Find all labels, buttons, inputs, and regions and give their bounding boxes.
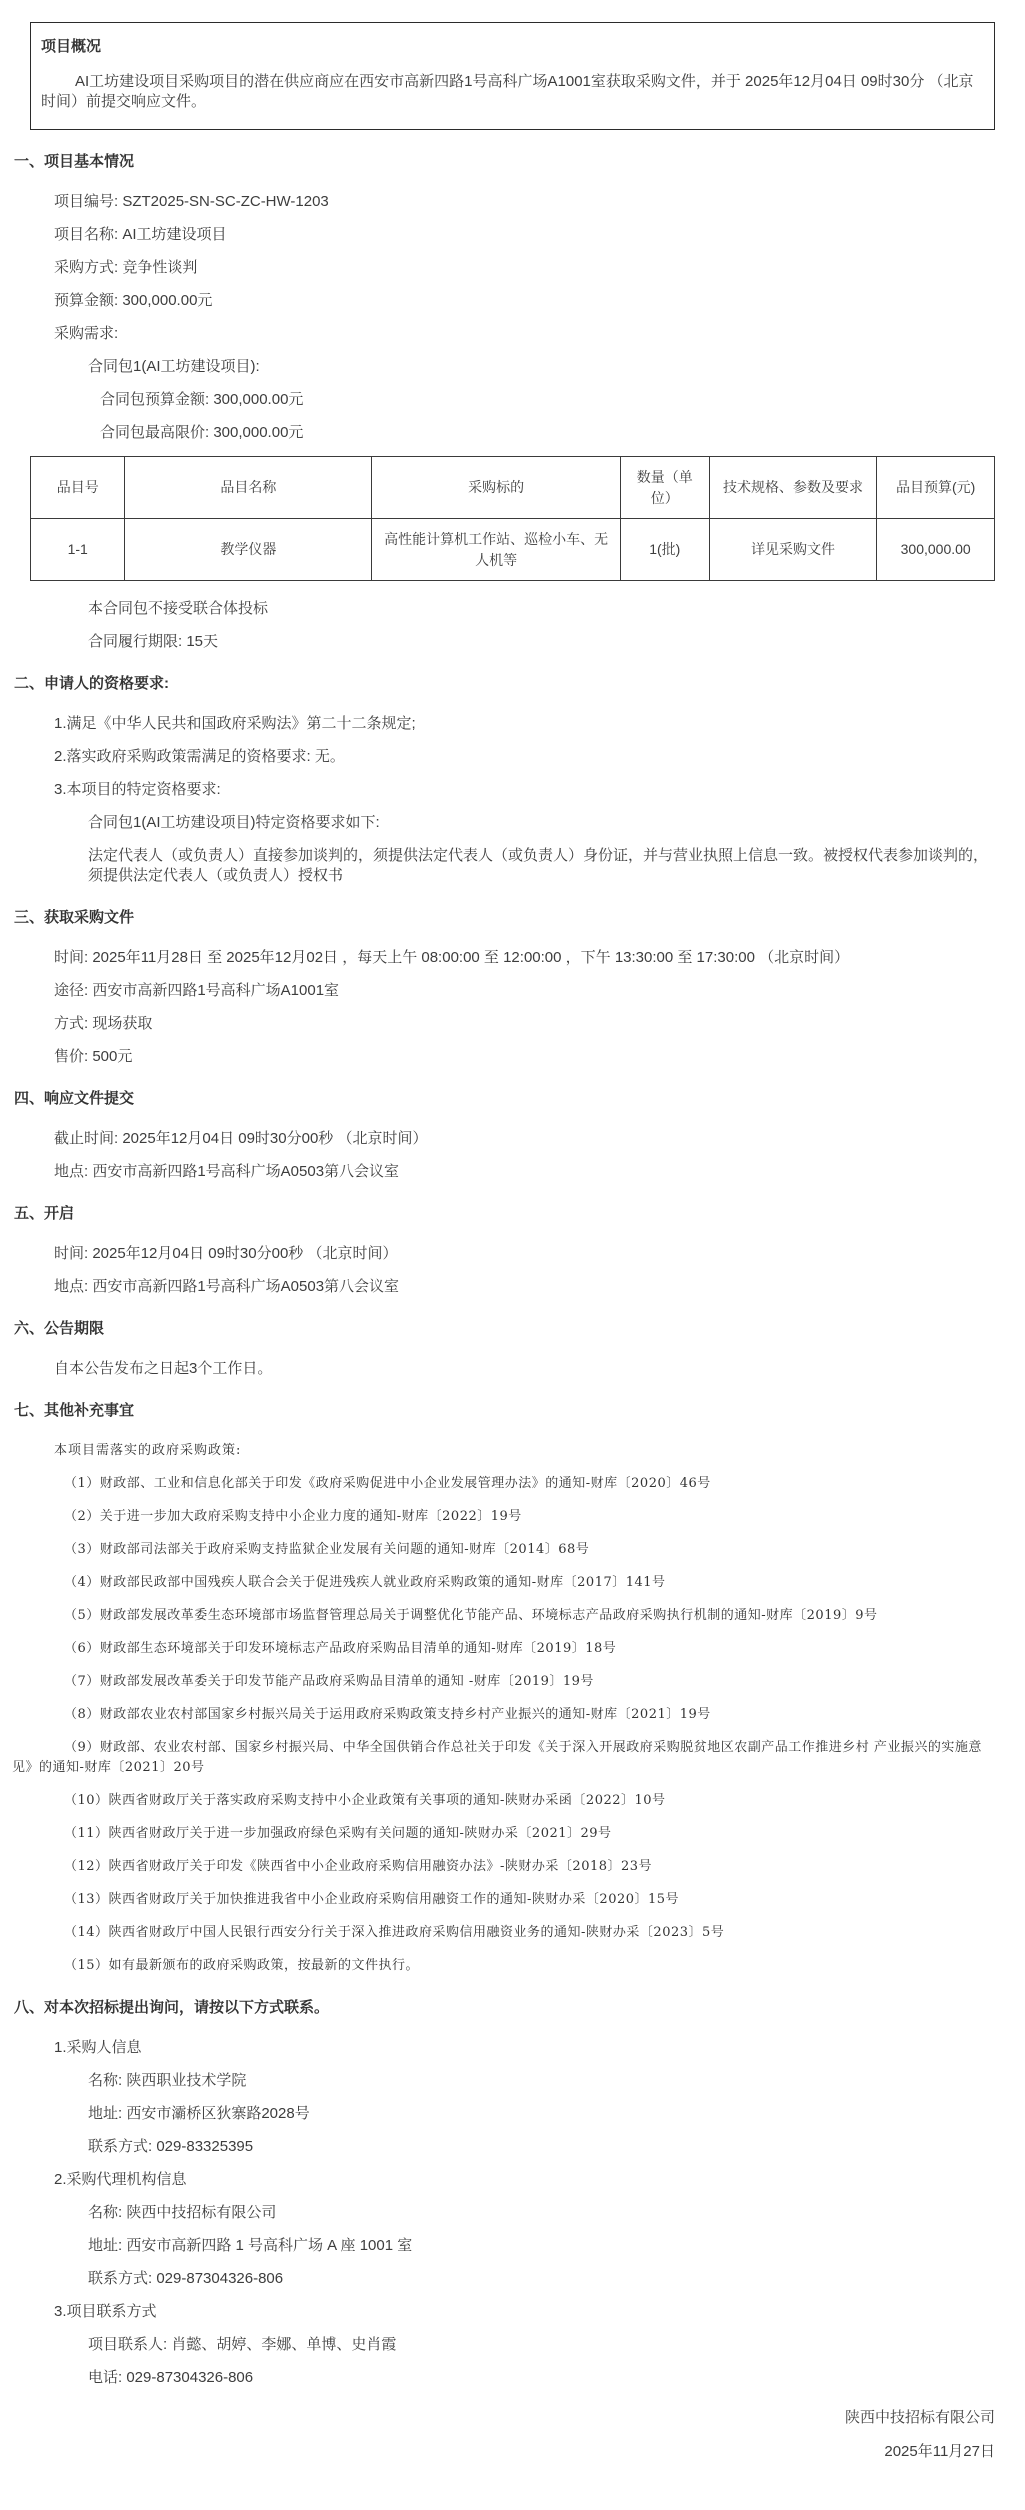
contract-duration-line: 合同履行期限: 15天 xyxy=(88,633,219,650)
overview-body: AI工坊建设项目采购项目的潜在供应商应在西安市高新四路1号高科广场A1001室获取采购文件，并于 2025年12月04日 09时30分 （北京时间）前提交响应文件。 xyxy=(41,73,974,110)
agency-name-line: 名称: 陕西中技招标有限公司 xyxy=(88,2204,277,2221)
project-contact-phone-line: 电话: 029-87304326-806 xyxy=(88,2369,254,2386)
section1-heading: 一、项目基本情况 xyxy=(14,153,135,170)
section7-heading: 七、其他补充事宜 xyxy=(14,1402,135,1419)
project-contact-person-line: 项目联系人: 肖懿、胡婷、李娜、单博、史肖霞 xyxy=(88,2336,397,2353)
signature-date: 2025年11月27日 xyxy=(884,2443,995,2460)
document-time-line: 时间: 2025年11月28日 至 2025年12月02日 ，每天上午 08:00:00 至 12:00:00 ，下午 13:30:00 至 17:30:00 （北京时间） xyxy=(54,949,850,966)
no-consortium-line: 本合同包不接受联合体投标 xyxy=(88,600,269,617)
project-number-line: 项目编号: SZT2025-SN-SC-ZC-HW-1203 xyxy=(54,193,329,210)
qualification-item1: 1.满足《中华人民共和国政府采购法》第二十二条规定; xyxy=(54,715,416,732)
policy-item: （14）陕西省财政厅中国人民银行西安分行关于深入推进政府采购信用融资业务的通知-陕财办采〔2023〕5号 xyxy=(64,1925,725,1940)
policy-item: （3）财政部司法部关于政府采购支持监狱企业发展有关问题的通知-财库〔2014〕68号 xyxy=(64,1542,590,1557)
section6-heading: 六、公告期限 xyxy=(14,1320,105,1337)
agency-info-title: 2.采购代理机构信息 xyxy=(54,2171,187,2188)
project-name-line: 项目名称: AI工坊建设项目 xyxy=(54,226,227,243)
project-contact-title: 3.项目联系方式 xyxy=(54,2303,157,2320)
section5-heading: 五、开启 xyxy=(14,1205,75,1222)
policy-item: （7）财政部发展改革委关于印发节能产品政府采购品目清单的通知 -财库〔2019〕19号 xyxy=(64,1674,594,1689)
col-header-item-no: 品目号 xyxy=(31,457,125,519)
table-row xyxy=(31,519,995,581)
policy-item: （9）财政部、农业农村部、国家乡村振兴局、中华全国供销合作总社关于印发《关于深入开展政府采购脱贫地区农副产品工作推进乡村 产业振兴的实施意见》的通知-财库〔2021〕20号 xyxy=(12,1740,982,1775)
submission-deadline-line: 截止时间: 2025年12月04日 09时30分00秒 （北京时间） xyxy=(54,1130,428,1147)
buyer-contact-line: 联系方式: 029-83325395 xyxy=(88,2138,254,2155)
col-header-quantity: 数量（单位） xyxy=(620,457,709,519)
qualification-item2: 2.落实政府采购政策需满足的资格要求: 无。 xyxy=(54,748,345,765)
section3-heading: 三、获取采购文件 xyxy=(14,909,135,926)
col-header-item-name: 品目名称 xyxy=(125,457,372,519)
submission-place-line: 地点: 西安市高新四路1号高科广场A0503第八会议室 xyxy=(54,1163,400,1180)
signature-block xyxy=(12,2408,995,2462)
policy-item: （4）财政部民政部中国残疾人联合会关于促进残疾人就业政府采购政策的通知-财库〔2017〕141号 xyxy=(64,1575,666,1590)
document-way-line: 途径: 西安市高新四路1号高科广场A1001室 xyxy=(54,982,340,999)
agency-address-line: 地址: 西安市高新四路 1 号高科广场 A 座 1001 室 xyxy=(88,2237,413,2254)
policy-item: （10）陕西省财政厅关于落实政府采购支持中小企业政策有关事项的通知-陕财办采函〔2022〕10号 xyxy=(64,1793,666,1808)
procurement-method-line: 采购方式: 竞争性谈判 xyxy=(54,259,198,276)
section8-heading: 八、对本次招标提出询问，请按以下方式联系。 xyxy=(14,1999,330,2016)
section2-heading: 二、申请人的资格要求: xyxy=(14,675,169,692)
overview-title: 项目概况 xyxy=(41,38,102,55)
policy-intro-line: 本项目需落实的政府采购政策: xyxy=(54,1443,242,1458)
col-header-subject: 采购标的 xyxy=(372,457,621,519)
policy-item: （2）关于进一步加大政府采购支持中小企业力度的通知-财库〔2022〕19号 xyxy=(64,1509,522,1524)
table-header-row xyxy=(31,457,995,519)
budget-line: 预算金额: 300,000.00元 xyxy=(54,292,213,309)
package-requirement-line: 合同包1(AI工坊建设项目)特定资格要求如下: xyxy=(88,814,380,831)
policy-item: （15）如有最新颁布的政府采购政策，按最新的文件执行。 xyxy=(64,1958,420,1973)
cell-item-no: 1-1 xyxy=(31,519,125,581)
buyer-address-line: 地址: 西安市灞桥区狄寨路2028号 xyxy=(88,2105,310,2122)
signature-company: 陕西中技招标有限公司 xyxy=(844,2409,995,2426)
agency-contact-line: 联系方式: 029-87304326-806 xyxy=(88,2270,284,2287)
cell-item-name: 教学仪器 xyxy=(125,519,372,581)
policy-item: （12）陕西省财政厅关于印发《陕西省中小企业政府采购信用融资办法》-陕财办采〔2018〕23号 xyxy=(64,1859,653,1874)
package-line: 合同包1(AI工坊建设项目): xyxy=(88,358,260,375)
buyer-name-line: 名称: 陕西职业技术学院 xyxy=(88,2072,247,2089)
representative-requirement-line: 法定代表人（或负责人）直接参加谈判的，须提供法定代表人（或负责人）身份证，并与营业执照上信息一致。被授权代表参加谈判的，须提供法定代表人（或负责人）授权书 xyxy=(88,847,989,884)
policy-item: （11）陕西省财政厅关于进一步加强政府绿色采购有关问题的通知-陕财办采〔2021〕29号 xyxy=(64,1826,612,1841)
document-price-line: 售价: 500元 xyxy=(54,1048,133,1065)
document-method-line: 方式: 现场获取 xyxy=(54,1015,153,1032)
col-header-item-budget: 品目预算(元) xyxy=(877,457,995,519)
package-cap-line: 合同包最高限价: 300,000.00元 xyxy=(100,424,304,441)
package-budget-line: 合同包预算金额: 300,000.00元 xyxy=(100,391,304,408)
buyer-info-title: 1.采购人信息 xyxy=(54,2039,142,2056)
opening-time-line: 时间: 2025年12月04日 09时30分00秒 （北京时间） xyxy=(54,1245,398,1262)
cell-spec: 详见采购文件 xyxy=(709,519,877,581)
policy-item: （8）财政部农业农村部国家乡村振兴局关于运用政府采购政策支持乡村产业振兴的通知-财库〔2021〕19号 xyxy=(64,1707,711,1722)
policy-item: （6）财政部生态环境部关于印发环境标志产品政府采购品目清单的通知-财库〔2019〕18号 xyxy=(64,1641,617,1656)
policy-item: （5）财政部发展改革委生态环境部市场监督管理总局关于调整优化节能产品、环境标志产品政府采购执行机制的通知-财库〔2019〕9号 xyxy=(64,1608,878,1623)
project-overview-box xyxy=(30,22,995,130)
announcement-period-line: 自本公告发布之日起3个工作日。 xyxy=(54,1360,273,1377)
demand-label-line: 采购需求: xyxy=(54,325,119,342)
opening-place-line: 地点: 西安市高新四路1号高科广场A0503第八会议室 xyxy=(54,1278,400,1295)
policy-item: （1）财政部、工业和信息化部关于印发《政府采购促进中小企业发展管理办法》的通知-财库〔2020〕46号 xyxy=(64,1476,711,1491)
policy-item: （13）陕西省财政厅关于加快推进我省中小企业政府采购信用融资工作的通知-陕财办采〔2020〕15号 xyxy=(64,1892,680,1907)
cell-quantity: 1(批) xyxy=(620,519,709,581)
procurement-items-table xyxy=(30,456,995,581)
qualification-item3: 3.本项目的特定资格要求: xyxy=(54,781,221,798)
col-header-spec: 技术规格、参数及要求 xyxy=(709,457,877,519)
section4-heading: 四、响应文件提交 xyxy=(14,1090,135,1107)
cell-item-budget: 300,000.00 xyxy=(877,519,995,581)
cell-subject: 高性能计算机工作站、巡检小车、无人机等 xyxy=(372,519,621,581)
